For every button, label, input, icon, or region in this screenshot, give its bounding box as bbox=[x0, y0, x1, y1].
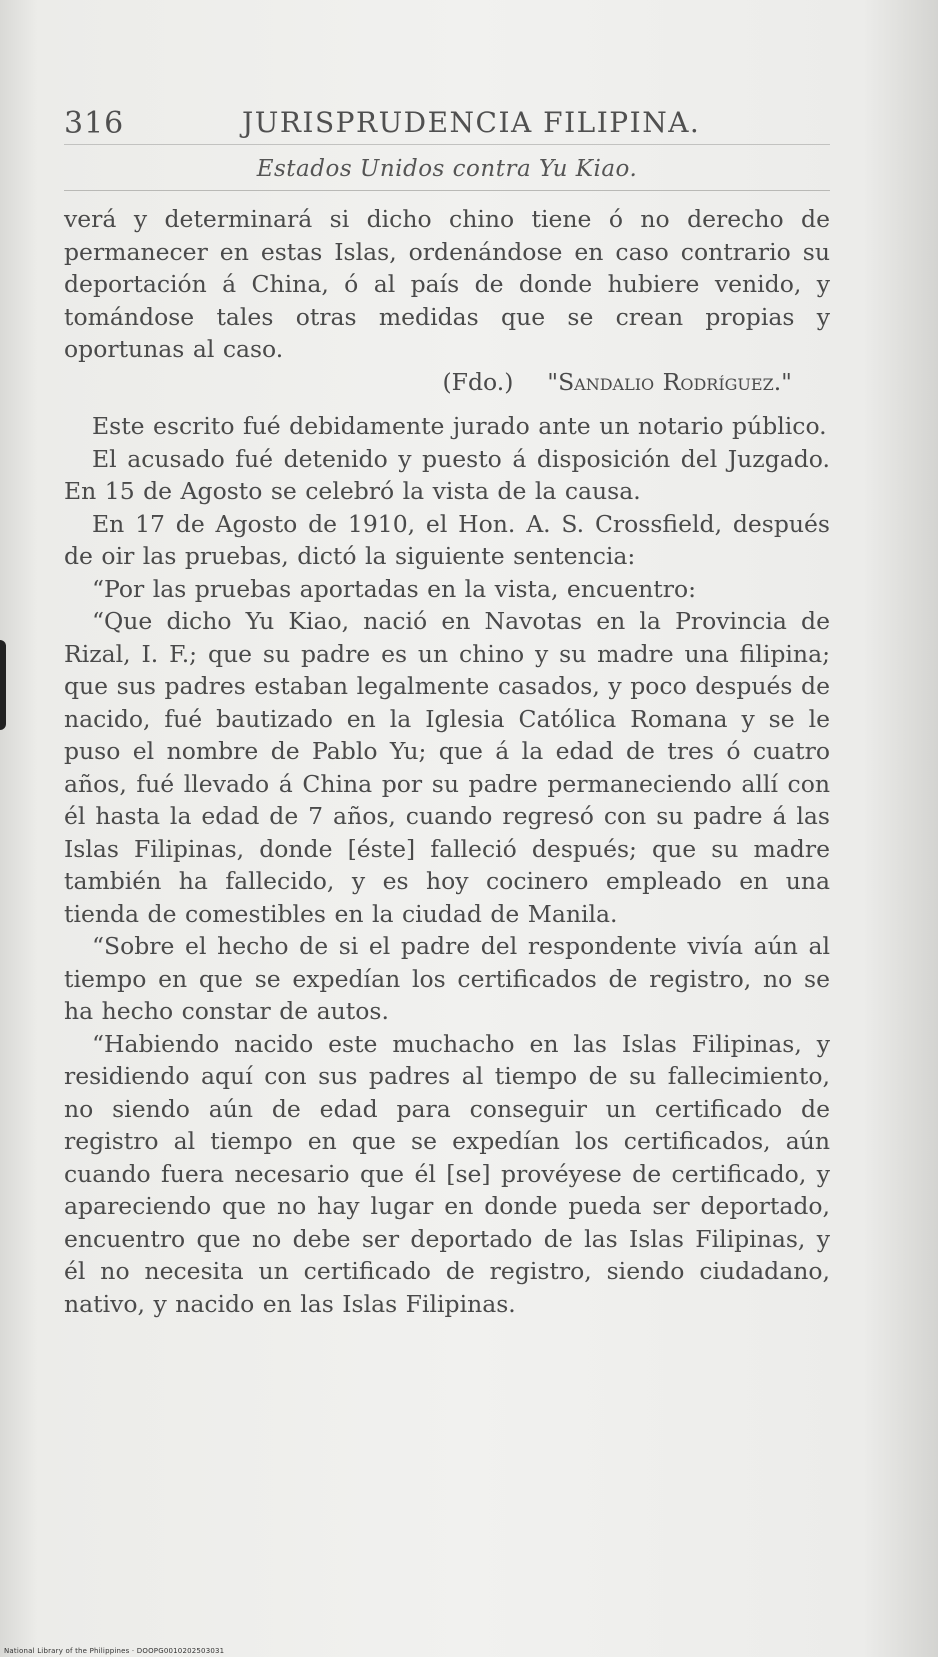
paragraph: Este escrito fué debidamente jurado ante un notario público. bbox=[92, 412, 827, 440]
paragraph: “Por las pruebas aportadas en la vista, encuentro: bbox=[92, 574, 697, 603]
book-page bbox=[64, 100, 830, 1320]
paragraph: “Habiendo nacido este muchacho en las Islas Filipinas, y residiendo aquí con sus padres al tiempo de su fallecimiento, no siendo aún de edad para conseguir un certificado de registro al tiempo en que se expedían los certificados, aún cuando fuera necesario que él [se] provéyese de certificado, y apareciendo que no hay lugar en donde pueda ser deportado, encuentro que no debe ser deportado de las Islas Filipinas, y él no necesita un certificado de registro, siendo ciudadano, nativo, y nacido en las Islas Filipinas. bbox=[64, 1029, 830, 1318]
signature-prefix: (Fdo.) bbox=[442, 367, 514, 396]
case-title: Estados Unidos contra Yu Kiao. bbox=[256, 156, 638, 182]
paragraph: “Sobre el hecho de si el padre del respondente vivía aún al tiempo en que se expedían los certificados de registro, no se ha hecho constar de autos. bbox=[64, 932, 830, 1025]
paragraph-continuation: verá y determinará si dicho chino tiene ó no derecho de permanecer en estas Islas, ordenándose en caso contrario su deportación á China, ó al país de donde hubiere venido, y tomándose tales otras medidas que se crean propias y oportunas al caso. bbox=[64, 205, 830, 363]
page-edge-shadow bbox=[0, 640, 6, 730]
page-header bbox=[64, 100, 830, 146]
running-title: JURISPRUDENCIA FILIPINA. bbox=[242, 106, 701, 139]
paragraph: “Que dicho Yu Kiao, nació en Navotas en la Provincia de Rizal, I. F.; que su padre es un chino y su madre una filipina; que sus padres estaban legalmente casados, y poco después de nacido, fué bautizado en la Iglesia Católica Romana y se le puso el nombre de Pablo Yu; que á la edad de tres ó cuatro años, fué llevado á China por su padre permaneciendo allí con él hasta la edad de 7 años, cuando regresó con su padre á las Islas Filipinas, donde [éste] falleció después; que su madre también ha fallecido, y es hoy cocinero empleado en una tienda de comestibles en la ciudad de Manila. bbox=[64, 607, 830, 928]
signature-line bbox=[64, 366, 830, 399]
body-text bbox=[64, 203, 830, 1320]
page-number: 316 bbox=[64, 106, 125, 141]
paragraph: El acusado fué detenido y puesto á disposición del Juzgado. En 15 de Agosto se celebró la vista de la causa. bbox=[64, 444, 830, 505]
case-title-rule bbox=[64, 190, 830, 191]
paragraph: En 17 de Agosto de 1910, el Hon. A. S. Crossfield, después de oir las pruebas, dictó la siguiente sentencia: bbox=[64, 509, 830, 570]
library-credit: National Library of the Philippines · DOOPG0010202503031 bbox=[4, 1647, 225, 1655]
header-rule bbox=[64, 144, 830, 145]
signature-name: "Sandalio Rodríguez." bbox=[547, 367, 792, 396]
